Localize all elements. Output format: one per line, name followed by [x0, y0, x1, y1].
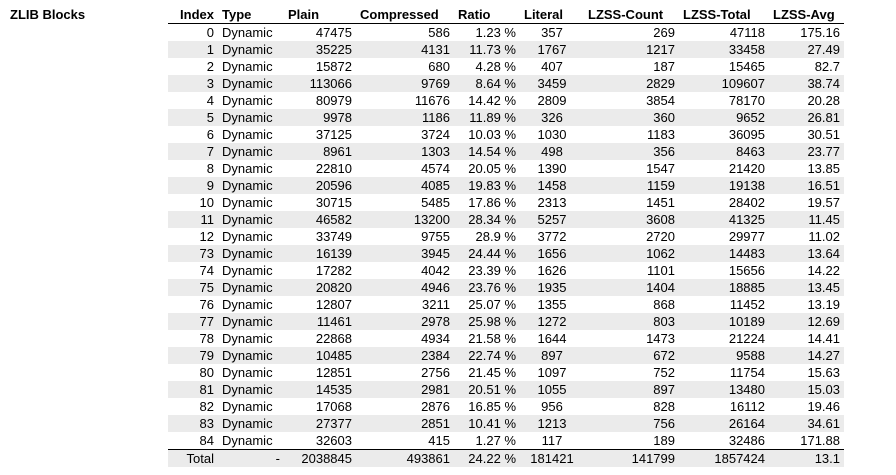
cell-compressed: 11676 — [356, 92, 454, 109]
cell-ratio: 4.28 % — [454, 58, 520, 75]
cell-compressed: 2978 — [356, 313, 454, 330]
cell-lzss-avg: 38.74 — [769, 75, 844, 92]
cell-type: Dynamic — [218, 347, 284, 364]
cell-lzss-avg: 82.7 — [769, 58, 844, 75]
table-row — [168, 313, 844, 330]
cell-type: Dynamic — [218, 126, 284, 143]
cell-lzss-count: 1183 — [584, 126, 679, 143]
cell-index: 7 — [168, 143, 218, 160]
cell-ratio: 25.07 % — [454, 296, 520, 313]
cell-ratio: 23.39 % — [454, 262, 520, 279]
cell-lzss-count: 356 — [584, 143, 679, 160]
cell-literal: 407 — [520, 58, 584, 75]
cell-type: Dynamic — [218, 279, 284, 296]
cell-lzss-count: 3854 — [584, 92, 679, 109]
cell-lzss-count: 3608 — [584, 211, 679, 228]
cell-literal: 5257 — [520, 211, 584, 228]
cell-index: 6 — [168, 126, 218, 143]
total-row — [168, 450, 844, 468]
cell-compressed: 1303 — [356, 143, 454, 160]
cell-lzss-total: 9652 — [679, 109, 769, 126]
cell-lzss-total: 18885 — [679, 279, 769, 296]
cell-literal: 498 — [520, 143, 584, 160]
cell-lzss-count: 1217 — [584, 41, 679, 58]
cell-lzss-avg: 16.51 — [769, 177, 844, 194]
header-plain: Plain — [284, 6, 356, 24]
cell-plain: 12851 — [284, 364, 356, 381]
header-compressed: Compressed — [356, 6, 454, 24]
cell-plain: 80979 — [284, 92, 356, 109]
cell-ratio: 1.27 % — [454, 432, 520, 450]
cell-literal: 2809 — [520, 92, 584, 109]
cell-lzss-total: 15656 — [679, 262, 769, 279]
cell-compressed: 9755 — [356, 228, 454, 245]
cell-plain: 46582 — [284, 211, 356, 228]
table-row — [168, 143, 844, 160]
cell-ratio: 11.73 % — [454, 41, 520, 58]
cell-plain: 113066 — [284, 75, 356, 92]
cell-lzss-avg: 13.45 — [769, 279, 844, 296]
cell-lzss-total: 19138 — [679, 177, 769, 194]
cell-lzss-total: 16112 — [679, 398, 769, 415]
cell-index: 74 — [168, 262, 218, 279]
cell-literal: 117 — [520, 432, 584, 450]
cell-literal: 1213 — [520, 415, 584, 432]
cell-ratio: 19.83 % — [454, 177, 520, 194]
cell-lzss-total: 78170 — [679, 92, 769, 109]
cell-lzss-count: 672 — [584, 347, 679, 364]
cell-lzss-total: 11452 — [679, 296, 769, 313]
cell-literal: 956 — [520, 398, 584, 415]
cell-index: 0 — [168, 24, 218, 42]
cell-lzss-count: 189 — [584, 432, 679, 450]
table-row — [168, 296, 844, 313]
cell-literal: 897 — [520, 347, 584, 364]
table-row — [168, 347, 844, 364]
total-label: Total — [168, 450, 218, 468]
header-literal: Literal — [520, 6, 584, 24]
cell-lzss-count: 187 — [584, 58, 679, 75]
cell-compressed: 415 — [356, 432, 454, 450]
cell-lzss-count: 2829 — [584, 75, 679, 92]
cell-index: 4 — [168, 92, 218, 109]
cell-lzss-avg: 15.03 — [769, 381, 844, 398]
cell-plain: 27377 — [284, 415, 356, 432]
cell-type: Dynamic — [218, 41, 284, 58]
cell-lzss-avg: 14.22 — [769, 262, 844, 279]
header-row — [168, 6, 844, 24]
cell-lzss-total: 32486 — [679, 432, 769, 450]
table-row — [168, 364, 844, 381]
cell-lzss-total: 29977 — [679, 228, 769, 245]
cell-lzss-total: 109607 — [679, 75, 769, 92]
cell-ratio: 10.03 % — [454, 126, 520, 143]
cell-index: 12 — [168, 228, 218, 245]
cell-lzss-avg: 23.77 — [769, 143, 844, 160]
cell-lzss-avg: 171.88 — [769, 432, 844, 450]
cell-compressed: 2981 — [356, 381, 454, 398]
cell-index: 5 — [168, 109, 218, 126]
cell-plain: 16139 — [284, 245, 356, 262]
cell-plain: 22810 — [284, 160, 356, 177]
cell-compressed: 2851 — [356, 415, 454, 432]
cell-type: Dynamic — [218, 330, 284, 347]
table-row — [168, 262, 844, 279]
cell-plain: 32603 — [284, 432, 356, 450]
table-row — [168, 398, 844, 415]
cell-lzss-avg: 19.46 — [769, 398, 844, 415]
cell-literal: 3459 — [520, 75, 584, 92]
cell-type: Dynamic — [218, 432, 284, 450]
cell-compressed: 586 — [356, 24, 454, 42]
table-row — [168, 92, 844, 109]
cell-ratio: 20.51 % — [454, 381, 520, 398]
cell-lzss-total: 13480 — [679, 381, 769, 398]
cell-literal: 1097 — [520, 364, 584, 381]
cell-index: 80 — [168, 364, 218, 381]
cell-plain: 33749 — [284, 228, 356, 245]
cell-lzss-count: 1159 — [584, 177, 679, 194]
cell-lzss-count: 2720 — [584, 228, 679, 245]
cell-literal: 1055 — [520, 381, 584, 398]
cell-lzss-count: 752 — [584, 364, 679, 381]
total-ratio: 24.22 % — [454, 450, 520, 468]
cell-type: Dynamic — [218, 75, 284, 92]
cell-type: Dynamic — [218, 381, 284, 398]
cell-ratio: 24.44 % — [454, 245, 520, 262]
cell-literal: 357 — [520, 24, 584, 42]
cell-type: Dynamic — [218, 24, 284, 42]
cell-lzss-total: 26164 — [679, 415, 769, 432]
cell-lzss-avg: 15.63 — [769, 364, 844, 381]
cell-type: Dynamic — [218, 415, 284, 432]
cell-ratio: 10.41 % — [454, 415, 520, 432]
table-row — [168, 330, 844, 347]
cell-literal: 326 — [520, 109, 584, 126]
cell-lzss-avg: 14.27 — [769, 347, 844, 364]
cell-lzss-total: 36095 — [679, 126, 769, 143]
cell-lzss-count: 1547 — [584, 160, 679, 177]
cell-compressed: 4042 — [356, 262, 454, 279]
cell-type: Dynamic — [218, 58, 284, 75]
total-lzss-total: 1857424 — [679, 450, 769, 468]
table-row — [168, 279, 844, 296]
cell-ratio: 25.98 % — [454, 313, 520, 330]
table-row — [168, 58, 844, 75]
cell-index: 82 — [168, 398, 218, 415]
header-lzss-total: LZSS-Total — [679, 6, 769, 24]
cell-ratio: 21.45 % — [454, 364, 520, 381]
cell-index: 78 — [168, 330, 218, 347]
cell-literal: 1030 — [520, 126, 584, 143]
cell-lzss-count: 828 — [584, 398, 679, 415]
cell-lzss-total: 33458 — [679, 41, 769, 58]
total-lzss-count: 141799 — [584, 450, 679, 468]
cell-compressed: 4934 — [356, 330, 454, 347]
cell-type: Dynamic — [218, 92, 284, 109]
cell-type: Dynamic — [218, 194, 284, 211]
cell-compressed: 3724 — [356, 126, 454, 143]
cell-compressed: 13200 — [356, 211, 454, 228]
cell-lzss-count: 756 — [584, 415, 679, 432]
table-row — [168, 126, 844, 143]
cell-compressed: 680 — [356, 58, 454, 75]
cell-plain: 20820 — [284, 279, 356, 296]
cell-compressed: 3945 — [356, 245, 454, 262]
cell-index: 77 — [168, 313, 218, 330]
table-row — [168, 160, 844, 177]
cell-lzss-count: 897 — [584, 381, 679, 398]
cell-literal: 1272 — [520, 313, 584, 330]
cell-ratio: 20.05 % — [454, 160, 520, 177]
cell-ratio: 8.64 % — [454, 75, 520, 92]
header-index: Index — [168, 6, 218, 24]
cell-type: Dynamic — [218, 296, 284, 313]
cell-plain: 22868 — [284, 330, 356, 347]
cell-index: 81 — [168, 381, 218, 398]
cell-plain: 11461 — [284, 313, 356, 330]
cell-ratio: 1.23 % — [454, 24, 520, 42]
total-literal: 181421 — [520, 450, 584, 468]
table-row — [168, 109, 844, 126]
cell-lzss-avg: 26.81 — [769, 109, 844, 126]
cell-compressed: 4574 — [356, 160, 454, 177]
cell-compressed: 5485 — [356, 194, 454, 211]
cell-compressed: 4946 — [356, 279, 454, 296]
cell-index: 84 — [168, 432, 218, 450]
total-type: - — [218, 450, 284, 468]
cell-index: 76 — [168, 296, 218, 313]
cell-type: Dynamic — [218, 228, 284, 245]
cell-lzss-total: 14483 — [679, 245, 769, 262]
cell-lzss-count: 868 — [584, 296, 679, 313]
cell-plain: 15872 — [284, 58, 356, 75]
cell-index: 75 — [168, 279, 218, 296]
cell-lzss-count: 360 — [584, 109, 679, 126]
cell-plain: 12807 — [284, 296, 356, 313]
cell-lzss-avg: 12.69 — [769, 313, 844, 330]
cell-compressed: 1186 — [356, 109, 454, 126]
table-row — [168, 245, 844, 262]
cell-index: 3 — [168, 75, 218, 92]
table-row — [168, 415, 844, 432]
cell-index: 9 — [168, 177, 218, 194]
cell-lzss-count: 1404 — [584, 279, 679, 296]
cell-compressed: 2756 — [356, 364, 454, 381]
cell-compressed: 2384 — [356, 347, 454, 364]
zlib-blocks-table — [168, 6, 844, 467]
cell-plain: 14535 — [284, 381, 356, 398]
cell-plain: 17282 — [284, 262, 356, 279]
cell-lzss-avg: 13.85 — [769, 160, 844, 177]
cell-plain: 9978 — [284, 109, 356, 126]
cell-ratio: 14.54 % — [454, 143, 520, 160]
table-row — [168, 41, 844, 58]
cell-type: Dynamic — [218, 364, 284, 381]
cell-lzss-avg: 20.28 — [769, 92, 844, 109]
cell-lzss-total: 10189 — [679, 313, 769, 330]
cell-type: Dynamic — [218, 211, 284, 228]
cell-plain: 8961 — [284, 143, 356, 160]
total-plain: 2038845 — [284, 450, 356, 468]
cell-literal: 1355 — [520, 296, 584, 313]
cell-lzss-total: 11754 — [679, 364, 769, 381]
cell-plain: 20596 — [284, 177, 356, 194]
cell-lzss-count: 1473 — [584, 330, 679, 347]
cell-lzss-avg: 30.51 — [769, 126, 844, 143]
cell-compressed: 4131 — [356, 41, 454, 58]
cell-literal: 1626 — [520, 262, 584, 279]
cell-type: Dynamic — [218, 262, 284, 279]
table-row — [168, 24, 844, 42]
cell-index: 11 — [168, 211, 218, 228]
cell-lzss-avg: 19.57 — [769, 194, 844, 211]
header-lzss-count: LZSS-Count — [584, 6, 679, 24]
cell-ratio: 16.85 % — [454, 398, 520, 415]
cell-literal: 1644 — [520, 330, 584, 347]
cell-index: 79 — [168, 347, 218, 364]
header-lzss-avg: LZSS-Avg — [769, 6, 844, 24]
section-title: ZLIB Blocks — [10, 7, 86, 22]
cell-lzss-avg: 13.64 — [769, 245, 844, 262]
table-row — [168, 432, 844, 450]
cell-type: Dynamic — [218, 398, 284, 415]
cell-index: 2 — [168, 58, 218, 75]
cell-type: Dynamic — [218, 313, 284, 330]
cell-lzss-avg: 27.49 — [769, 41, 844, 58]
cell-index: 83 — [168, 415, 218, 432]
cell-lzss-count: 269 — [584, 24, 679, 42]
cell-ratio: 22.74 % — [454, 347, 520, 364]
cell-type: Dynamic — [218, 109, 284, 126]
cell-plain: 10485 — [284, 347, 356, 364]
cell-lzss-avg: 175.16 — [769, 24, 844, 42]
cell-lzss-avg: 11.45 — [769, 211, 844, 228]
cell-lzss-count: 1062 — [584, 245, 679, 262]
cell-literal: 3772 — [520, 228, 584, 245]
cell-lzss-avg: 34.61 — [769, 415, 844, 432]
cell-compressed: 3211 — [356, 296, 454, 313]
cell-plain: 47475 — [284, 24, 356, 42]
cell-lzss-total: 8463 — [679, 143, 769, 160]
cell-plain: 30715 — [284, 194, 356, 211]
cell-ratio: 28.9 % — [454, 228, 520, 245]
cell-lzss-avg: 11.02 — [769, 228, 844, 245]
cell-index: 73 — [168, 245, 218, 262]
cell-plain: 37125 — [284, 126, 356, 143]
cell-lzss-count: 1101 — [584, 262, 679, 279]
cell-compressed: 2876 — [356, 398, 454, 415]
cell-literal: 1935 — [520, 279, 584, 296]
cell-lzss-total: 28402 — [679, 194, 769, 211]
cell-lzss-count: 803 — [584, 313, 679, 330]
cell-ratio: 28.34 % — [454, 211, 520, 228]
cell-type: Dynamic — [218, 143, 284, 160]
cell-lzss-avg: 13.19 — [769, 296, 844, 313]
cell-plain: 17068 — [284, 398, 356, 415]
cell-lzss-count: 1451 — [584, 194, 679, 211]
cell-ratio: 23.76 % — [454, 279, 520, 296]
cell-literal: 1767 — [520, 41, 584, 58]
cell-index: 1 — [168, 41, 218, 58]
cell-plain: 35225 — [284, 41, 356, 58]
cell-ratio: 14.42 % — [454, 92, 520, 109]
cell-index: 10 — [168, 194, 218, 211]
header-type: Type — [218, 6, 284, 24]
cell-lzss-total: 41325 — [679, 211, 769, 228]
cell-lzss-total: 47118 — [679, 24, 769, 42]
cell-literal: 1390 — [520, 160, 584, 177]
table-row — [168, 228, 844, 245]
cell-type: Dynamic — [218, 177, 284, 194]
cell-lzss-total: 21420 — [679, 160, 769, 177]
cell-compressed: 9769 — [356, 75, 454, 92]
table-row — [168, 75, 844, 92]
cell-lzss-total: 21224 — [679, 330, 769, 347]
total-compressed: 493861 — [356, 450, 454, 468]
table-row — [168, 177, 844, 194]
table-row — [168, 211, 844, 228]
table-row — [168, 381, 844, 398]
cell-ratio: 21.58 % — [454, 330, 520, 347]
cell-compressed: 4085 — [356, 177, 454, 194]
table-row — [168, 194, 844, 211]
cell-lzss-total: 9588 — [679, 347, 769, 364]
cell-literal: 1458 — [520, 177, 584, 194]
header-ratio: Ratio — [454, 6, 520, 24]
cell-type: Dynamic — [218, 245, 284, 262]
total-lzss-avg: 13.1 — [769, 450, 844, 468]
cell-lzss-total: 15465 — [679, 58, 769, 75]
cell-ratio: 17.86 % — [454, 194, 520, 211]
cell-ratio: 11.89 % — [454, 109, 520, 126]
cell-index: 8 — [168, 160, 218, 177]
cell-literal: 2313 — [520, 194, 584, 211]
cell-type: Dynamic — [218, 160, 284, 177]
cell-literal: 1656 — [520, 245, 584, 262]
cell-lzss-avg: 14.41 — [769, 330, 844, 347]
